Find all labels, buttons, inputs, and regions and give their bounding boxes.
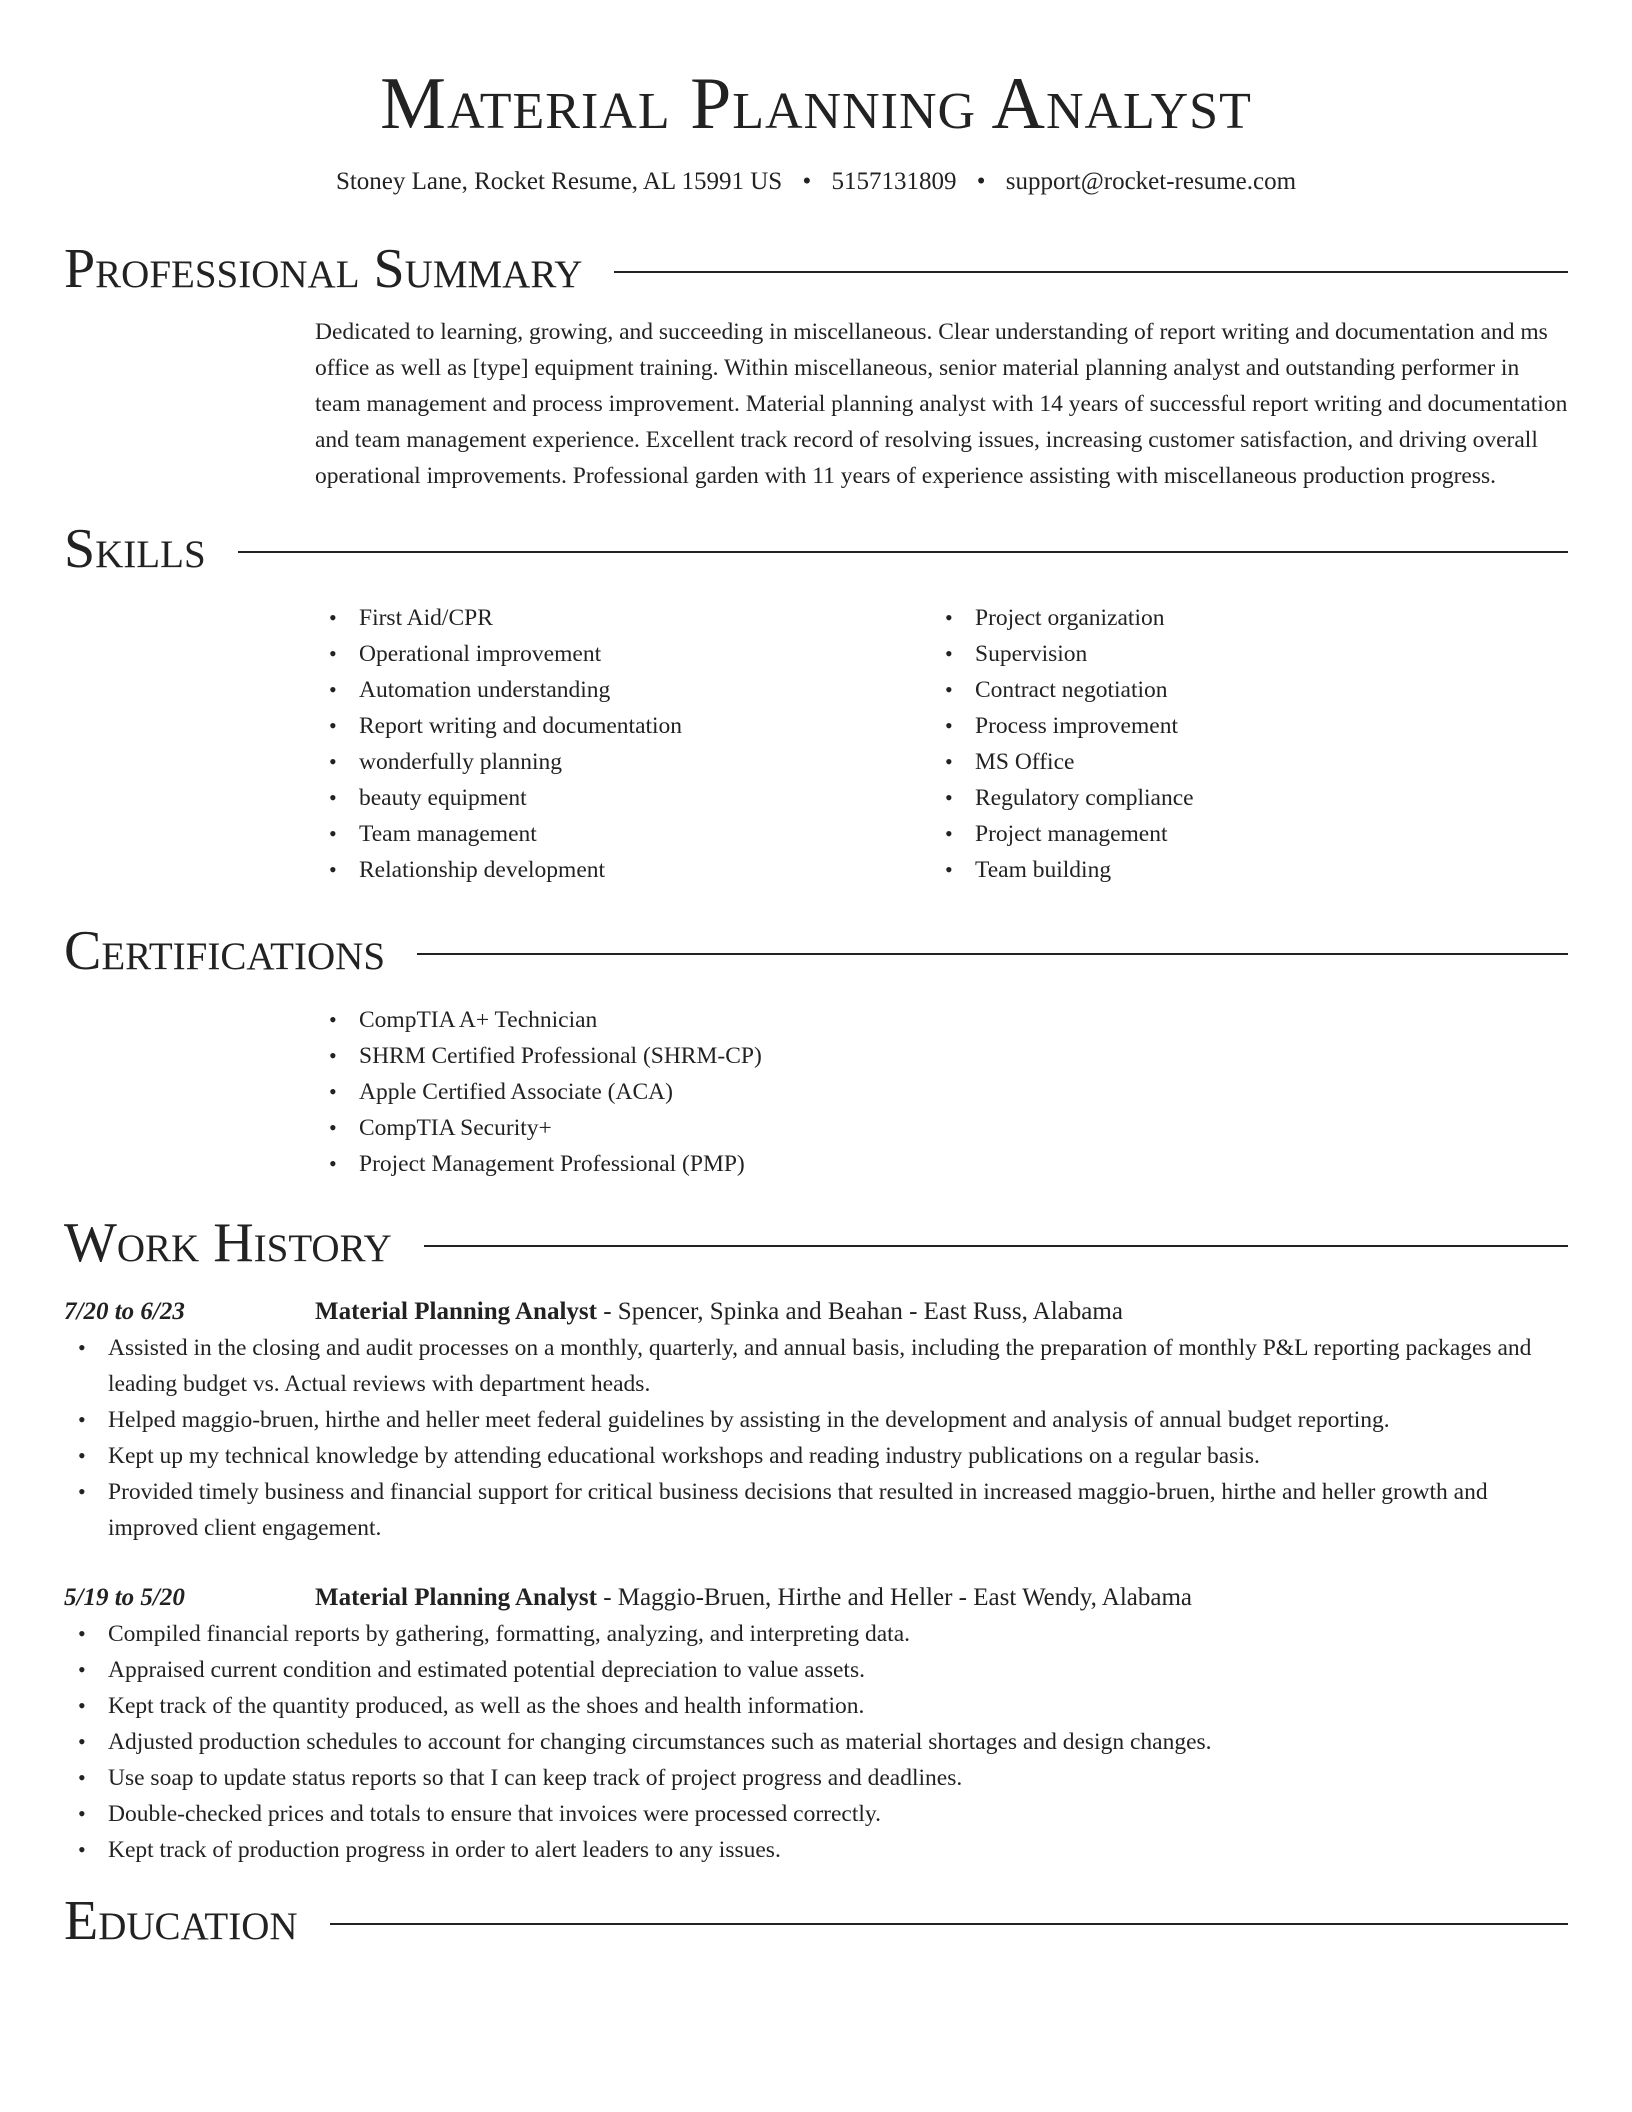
contact-address: Stoney Lane, Rocket Resume, AL 15991 US xyxy=(335,168,783,195)
work-section xyxy=(64,1210,1568,1868)
job-title: Material Planning Analyst xyxy=(315,1298,597,1325)
job-bullet: • Appraised current condition and estimated potential depreciation to value assets. xyxy=(64,1652,1568,1688)
job-bullet: • Double-checked prices and totals to ensure that invoices were processed correctly. xyxy=(64,1796,1568,1832)
job-company: - Spencer, Spinka and Beahan - East Russ, Alabama xyxy=(596,1298,1123,1325)
skill-item: • MS Office xyxy=(931,744,1547,780)
job-bullet: • Compiled financial reports by gathering, formatting, analyzing, and interpreting data. xyxy=(64,1616,1568,1652)
job-title-line xyxy=(315,1294,1568,1330)
certifications-body xyxy=(315,1002,1568,1182)
skill-item: • Automation understanding xyxy=(315,672,931,708)
skills-list-left xyxy=(315,600,931,888)
work-header xyxy=(64,1210,1568,1276)
certification-item: • CompTIA A+ Technician xyxy=(315,1002,1568,1038)
contact-separator: • xyxy=(802,168,812,195)
job-bullet: • Kept up my technical knowledge by attending educational workshops and reading industry publications on a regular basis. xyxy=(64,1438,1568,1474)
certification-item: • Project Management Professional (PMP) xyxy=(315,1146,1568,1182)
job-bullets xyxy=(64,1330,1568,1546)
job-bullet: • Helped maggio-bruen, hirthe and heller meet federal guidelines by assisting in the development and analysis of annual budget reporting. xyxy=(64,1402,1568,1438)
certifications-list xyxy=(315,1002,1568,1182)
skill-item: • beauty equipment xyxy=(315,780,931,816)
skills-grid xyxy=(315,600,1568,888)
contact-phone: 5157131809 xyxy=(831,168,957,195)
education-title: Education xyxy=(64,1890,298,1952)
summary-header xyxy=(64,236,1568,302)
skill-item: • Process improvement xyxy=(931,708,1547,744)
job-bullet: • Kept track of production progress in order to alert leaders to any issues. xyxy=(64,1832,1568,1868)
job-dates: 7/20 to 6/23 xyxy=(64,1298,185,1325)
skill-item: • Project management xyxy=(931,816,1547,852)
job-title: Material Planning Analyst xyxy=(315,1584,597,1611)
skill-item: • Contract negotiation xyxy=(931,672,1547,708)
skill-item: • Supervision xyxy=(931,636,1547,672)
job-dates: 5/19 to 5/20 xyxy=(64,1584,185,1611)
contact-line xyxy=(64,166,1568,198)
summary-title: Professional Summary xyxy=(64,238,583,300)
contact-email: support@rocket-resume.com xyxy=(1005,168,1297,195)
skills-header xyxy=(64,516,1568,582)
job-header xyxy=(64,1294,1568,1330)
certification-item: • Apple Certified Associate (ACA) xyxy=(315,1074,1568,1110)
skill-item: • Project organization xyxy=(931,600,1547,636)
job-entry xyxy=(64,1294,1568,1546)
section-divider xyxy=(614,271,1568,273)
skill-item: • Report writing and documentation xyxy=(315,708,931,744)
job-title-line xyxy=(315,1580,1568,1616)
certifications-title: Certifications xyxy=(64,920,386,982)
skill-item: • wonderfully planning xyxy=(315,744,931,780)
job-bullet: • Provided timely business and financial support for critical business decisions that resulted in increased maggio-bruen, hirthe and heller growth and improved client engagement. xyxy=(64,1474,1568,1546)
job-header xyxy=(64,1580,1568,1616)
certification-item: • SHRM Certified Professional (SHRM-CP) xyxy=(315,1038,1568,1074)
job-entry xyxy=(64,1580,1568,1868)
section-divider xyxy=(330,1923,1568,1925)
section-divider xyxy=(417,953,1568,955)
skill-item: • Relationship development xyxy=(315,852,931,888)
summary-section xyxy=(64,236,1568,494)
job-bullet: • Kept track of the quantity produced, as well as the shoes and health information. xyxy=(64,1688,1568,1724)
skill-item: • Operational improvement xyxy=(315,636,931,672)
certifications-section xyxy=(64,918,1568,1182)
job-bullet: • Adjusted production schedules to account for changing circumstances such as material shortages and design changes. xyxy=(64,1724,1568,1760)
section-divider xyxy=(424,1245,1568,1247)
certification-item: • CompTIA Security+ xyxy=(315,1110,1568,1146)
skills-list-right xyxy=(931,600,1547,888)
education-section xyxy=(64,1888,1568,1954)
job-bullets xyxy=(64,1616,1568,1868)
work-title: Work History xyxy=(64,1212,392,1274)
resume-page xyxy=(64,0,1568,1954)
section-divider xyxy=(238,551,1568,553)
skills-title: Skills xyxy=(64,518,206,580)
skill-item: • Regulatory compliance xyxy=(931,780,1547,816)
job-bullet: • Use soap to update status reports so that I can keep track of project progress and deadlines. xyxy=(64,1760,1568,1796)
skills-section xyxy=(64,516,1568,888)
resume-name: Material Planning Analyst xyxy=(380,63,1252,145)
contact-separator: • xyxy=(976,168,986,195)
job-company: - Maggio-Bruen, Hirthe and Heller - East Wendy, Alabama xyxy=(596,1584,1193,1611)
job-bullet: • Assisted in the closing and audit processes on a monthly, quarterly, and annual basis, including the preparation of monthly P&L reporting packages and leading budget vs. Actual reviews with department heads. xyxy=(64,1330,1568,1402)
education-header xyxy=(64,1888,1568,1954)
summary-body xyxy=(315,314,1568,494)
certifications-header xyxy=(64,918,1568,984)
summary-text: Dedicated to learning, growing, and succeeding in miscellaneous. Clear understanding of report writing and documentation and ms office as well as [type] equipment training. Within miscellaneous, senior material planning analyst and outstanding performer in team management and process improvement. Material planning analyst with 14 years of successful report writing and documentation and team management experience. Excellent track record of resolving issues, increasing customer satisfaction, and driving overall operational improvements. Professional garden with 11 years of experience assisting with miscellaneous production progress. xyxy=(315,319,1568,489)
skill-item: • Team building xyxy=(931,852,1547,888)
skill-item: • First Aid/CPR xyxy=(315,600,931,636)
skill-item: • Team management xyxy=(315,816,931,852)
